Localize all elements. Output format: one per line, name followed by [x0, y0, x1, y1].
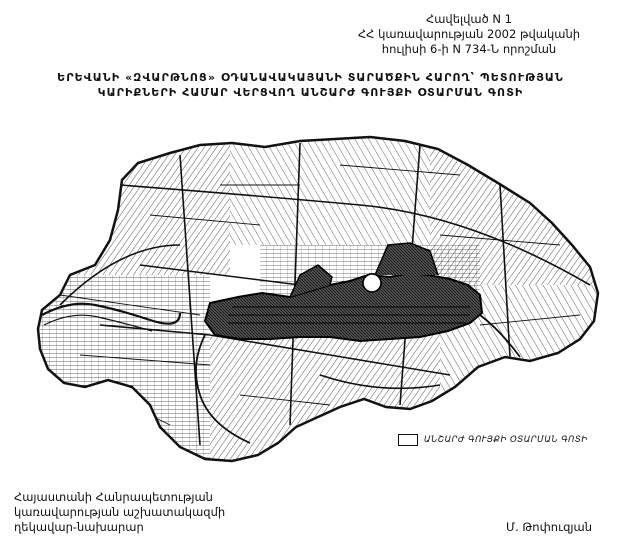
signatory-name: Մ. Թոփուզյան: [506, 520, 592, 534]
cadastral-map: [0, 125, 621, 485]
title-line-2: ԿԱՐԻՔՆԵՐԻ ՀԱՄԱՐ ՎԵՐՑՎՈՂ ԱՆՇԱՐԺ ԳՈՒՅՔԻ ՕՏԱՐՄԱՆ ԳՈՏԻ: [97, 86, 524, 99]
annex-decree-date: հուլիսի 6-ի N 734-Ն որոշման: [381, 42, 557, 56]
signatory-line-3: ղեկավար-նախարար: [14, 520, 144, 534]
signatory-line-1: Հայաստանի Հանրապետության: [14, 490, 213, 504]
annex-header: [339, 12, 599, 57]
map-legend: [398, 434, 588, 446]
legend-label: ԱՆՇԱՐԺ ԳՈՒՅՔԻ ՕՏԱՐՄԱՆ ԳՈՏԻ: [424, 435, 588, 445]
document-title: [0, 70, 621, 100]
signatory-line-2: կառավարության աշխատակազմի: [14, 505, 226, 519]
signatory-title: [14, 490, 225, 535]
annex-number: Հավելված N 1: [425, 12, 512, 26]
title-line-1: ԵՐԵՎԱՆԻ «ԶՎԱՐԹՆՈՑ» ՕԴԱՆԱՎԱԿԱՅԱՆԻ ՏԱՐԱԾՔԻՆ ՀԱՐՈՂ՝ ՊԵՏՈՒԹՅԱՆ: [57, 71, 564, 84]
annex-decree-line: ՀՀ կառավարության 2002 թվականի: [357, 27, 581, 41]
legend-swatch-icon: [398, 434, 418, 446]
